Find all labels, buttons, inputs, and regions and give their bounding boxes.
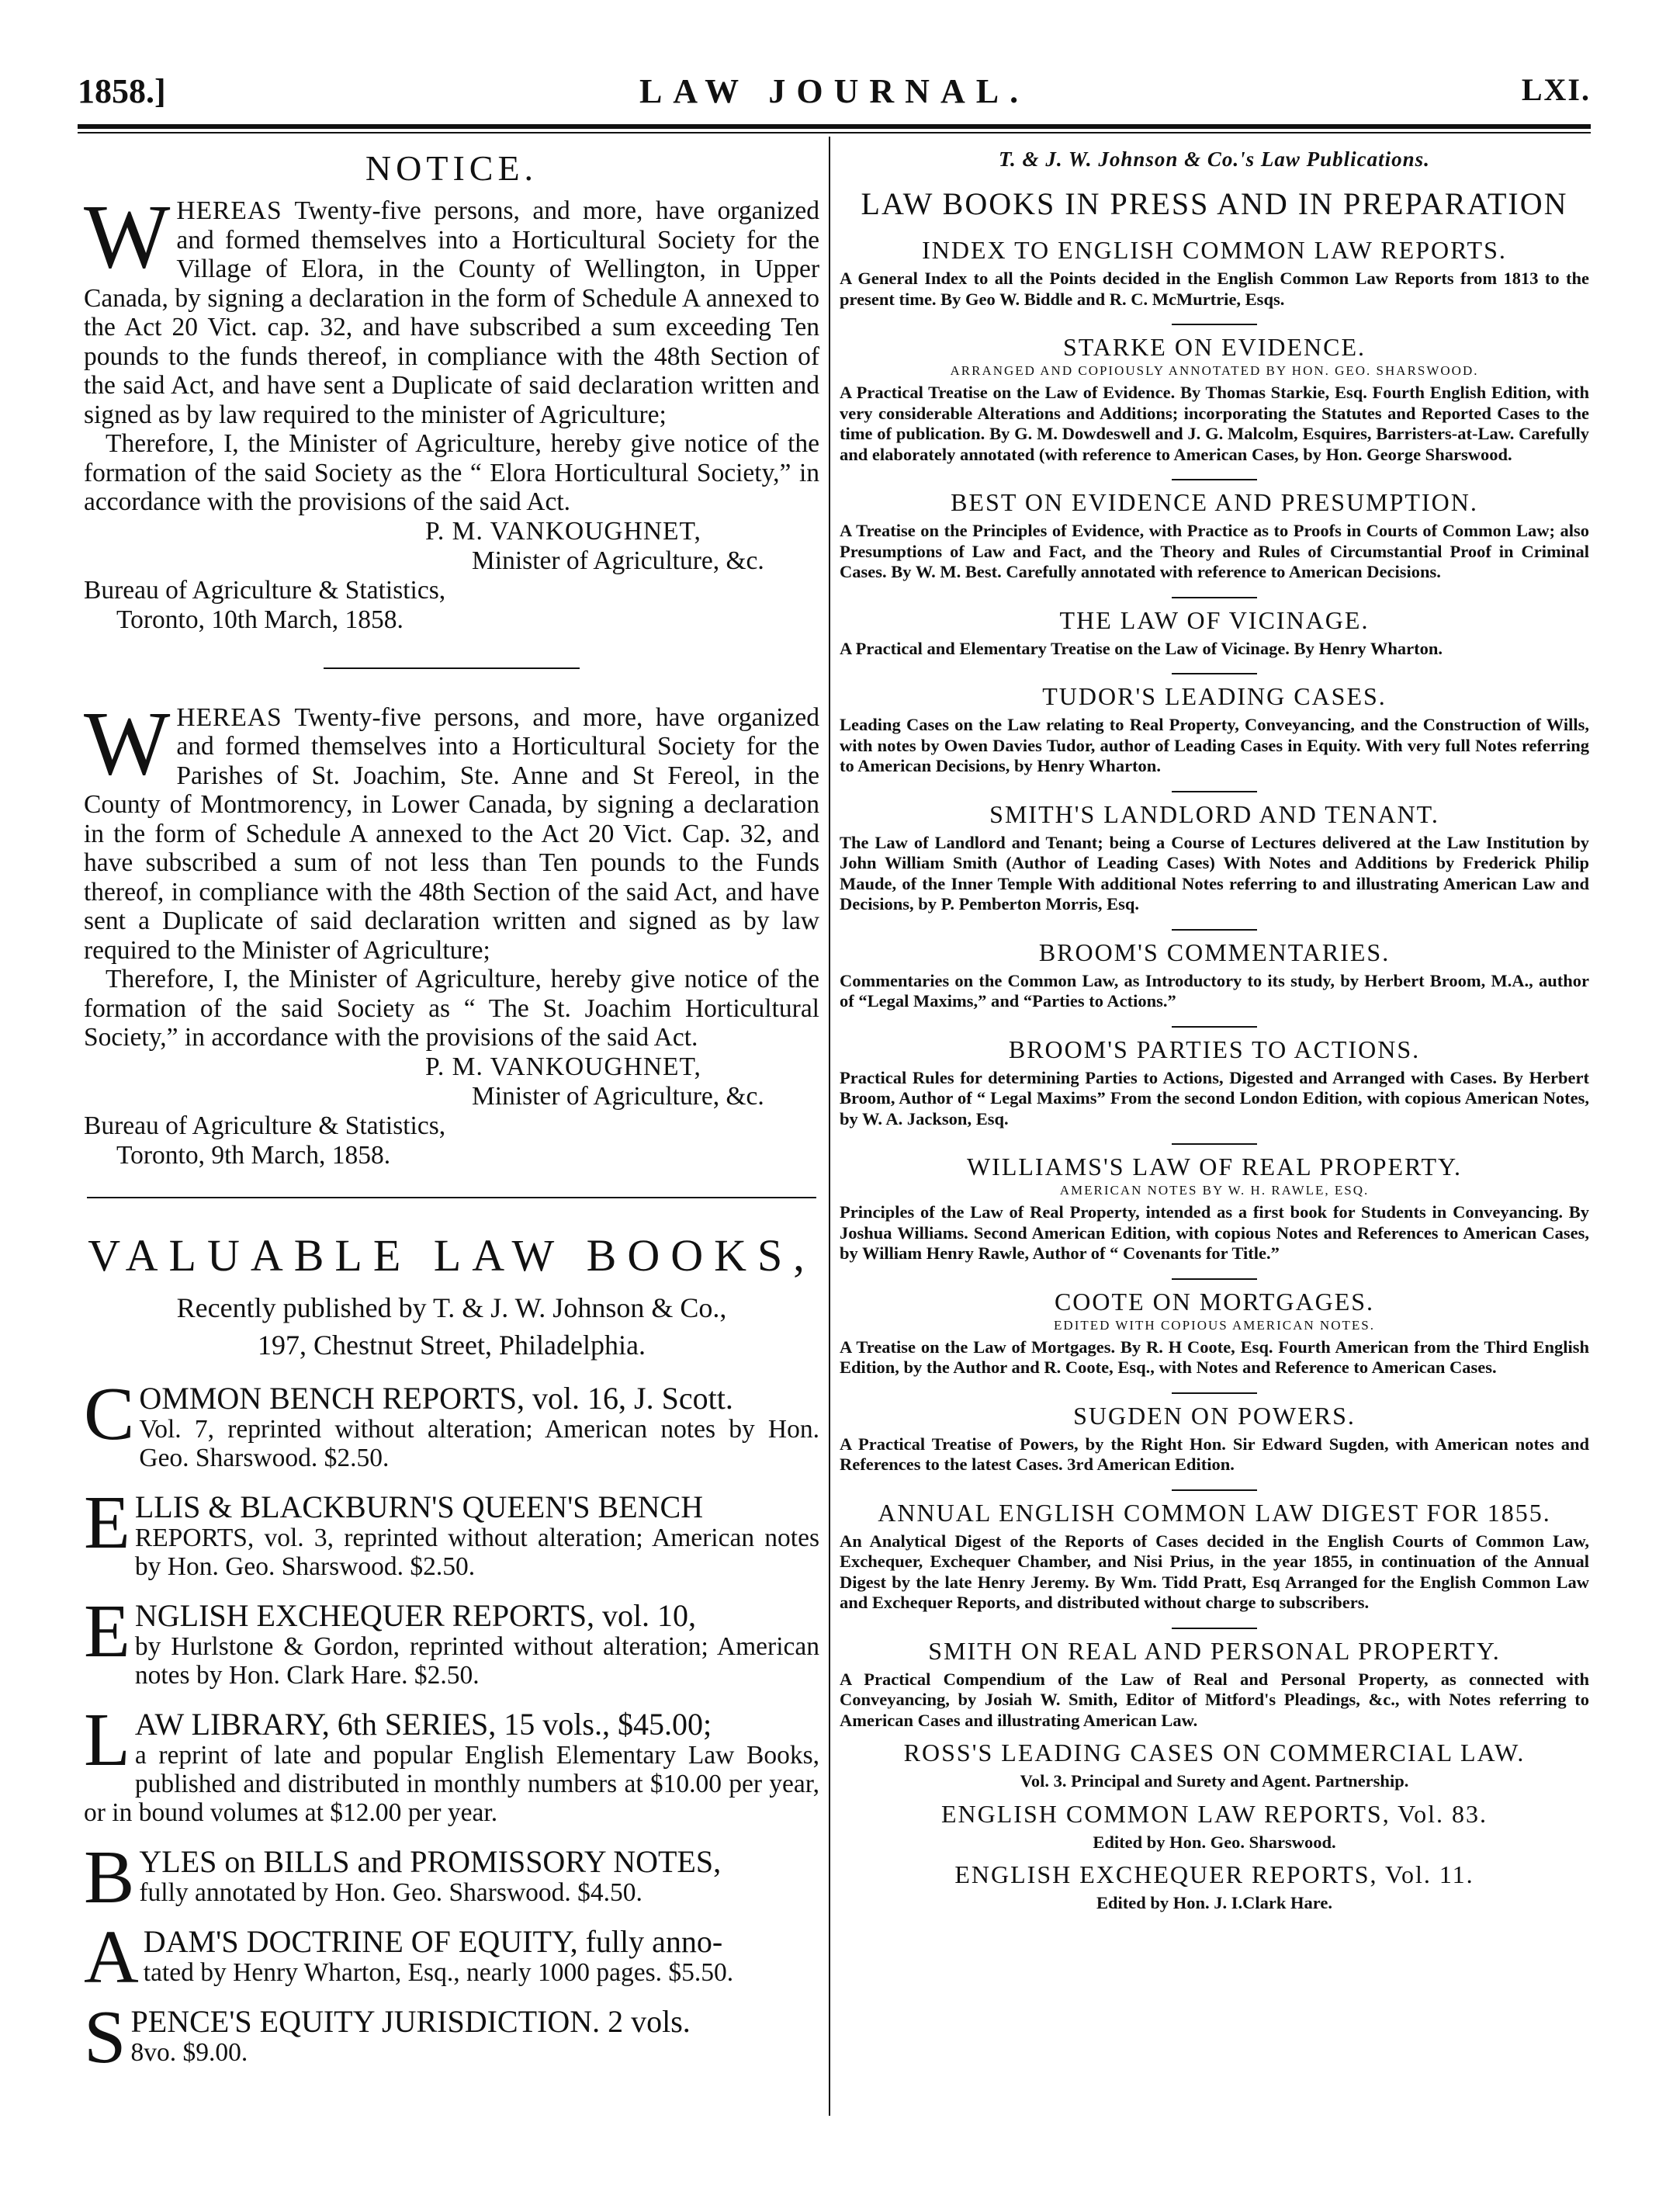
header-rule-thick [78, 124, 1591, 129]
book-entry [840, 605, 1589, 675]
entry-title: SMITH'S LANDLORD AND TENANT. [989, 799, 1439, 828]
entry-rule [1172, 1143, 1257, 1145]
book-title: OMMON BENCH REPORTS, vol. 16, J. Scott. [139, 1380, 733, 1416]
entry-description: A Practical Treatise on the Law of Evidence. By Thomas Starkie, Esq. Fourth English Edition, with very considerable Alterations and Additions; incorporating the Statutes and Reported Cases to the time of publication. By G. M. Dowdeswell and J. G. Malcolm, Esquires, Barristers-at-Law. Carefully and elaborately annotated (with reference to American Cases, by Hon. George Sharswood. [840, 383, 1589, 464]
entry-description: A General Index to all the Points decided in the English Common Law Reports from 1813 to the present time. By Geo W. Biddle and R. C. McMurtrie, Esqs. [840, 269, 1589, 309]
press-heading: LAW BOOKS IN PRESS AND IN PREPARATION [861, 186, 1568, 221]
book-entry [840, 1151, 1589, 1280]
notice-elora [84, 185, 819, 635]
entry-description: Practical Rules for determining Parties to Actions, Digested and Arranged with Cases. By Herbert Broom, Author of “ Legal Maxims” From the second London Edition, with copious American Notes, by W. A. Jackson, Esq. [840, 1067, 1589, 1129]
entry-title: BROOM'S COMMENTARIES. [1038, 938, 1391, 966]
entry-title: BEST ON EVIDENCE AND PRESUMPTION. [951, 488, 1478, 516]
signer-title: Minister of Agriculture, &c. [472, 546, 764, 575]
entry-description: An Analytical Digest of the Reports of Cases decided in the English Courts of Common Law, Exchequer, Exchequer Chamber, and Nisi Prius, in the year 1855, in continuation of the Annual Digest by the late Henry Jeremy. By Wm. Tidd Pratt, Esq Arranged for the English Common Law and Exchequer Reports, and distributed without charge to subscribers. [840, 1531, 1589, 1612]
entry-description: A Practical and Elementary Treatise on the Law of Vicinage. By Henry Wharton. [840, 638, 1443, 658]
book-entry [840, 1798, 1589, 1853]
entry-description: A Treatise on the Principles of Evidence, with Practice as to Proofs in Courts of Common Law; also Presumptions of Law and Fact, and the Theory and Rules of Circumstantial Proof in Criminal Cases. By W. M. Best. Carefully annotated with reference to American Decisions. [840, 521, 1589, 581]
book-listing [84, 1915, 819, 1999]
place-date: Toronto, 9th March, 1858. [116, 1140, 391, 1170]
bureau-line: Bureau of Agriculture & Statistics, [84, 1111, 446, 1140]
entry-title: BROOM'S PARTIES TO ACTIONS. [1008, 1035, 1421, 1063]
book-description: REPORTS, vol. 3, reprinted without alteration; American notes by Hon. Geo. Sharswood. $2.50. [134, 1523, 819, 1581]
entry-description: A Practical Treatise of Powers, by the Right Hon. Sir Edward Sugden, with American notes and References to the latest Cases. 3rd American Edition. [840, 1434, 1589, 1474]
book-listing [84, 1371, 819, 1472]
publisher-heading: T. & J. W. Johnson & Co.'s Law Publications. [999, 147, 1430, 171]
entry-description: Edited by Hon. J. I.Clark Hare. [1096, 1893, 1332, 1912]
signer-name: P. M. VANKOUGHNET, [425, 1052, 701, 1081]
drop-cap: E [84, 1480, 130, 1565]
entry-subtitle: ARRANGED AND COPIOUSLY ANNOTATED BY HON. GEO. SHARSWOOD. [950, 363, 1479, 378]
drop-cap: E [84, 1589, 130, 1673]
book-entry [840, 1737, 1589, 1792]
right-column [840, 140, 1589, 1914]
entry-rule [1172, 1392, 1257, 1394]
entry-description: Leading Cases on the Law relating to Real Property, Conveyancing, and the Construction of Wills, with notes by Owen Davies Tudor, author of Leading Cases in Equity. With very full Notes referring to American Decisions, by Henry Wharton. [840, 715, 1589, 775]
book-description: Vol. 7, reprinted without alteration; American notes by Hon. Geo. Sharswood. $2.50. [139, 1414, 819, 1472]
book-title: PENCE'S EQUITY JURISDICTION. 2 vols. [130, 2003, 691, 2039]
entry-title: SMITH ON REAL AND PERSONAL PROPERTY. [928, 1636, 1501, 1665]
book-title: YLES on BILLS and PROMISSORY NOTES, [139, 1843, 722, 1879]
entry-title: ENGLISH COMMON LAW REPORTS, Vol. 83. [940, 1799, 1488, 1828]
notice-st-joachim [84, 692, 819, 1170]
entry-description: Commentaries on the Common Law, as Introductory to its study, by Herbert Broom, M.A., author of “Legal Maxims,” and “Parties to Actions.” [840, 970, 1589, 1011]
entry-description: Vol. 3. Principal and Surety and Agent. Partnership. [1020, 1771, 1409, 1791]
entry-title: STARKE ON EVIDENCE. [1062, 333, 1366, 361]
drop-cap: W [84, 692, 171, 794]
book-description: 8vo. $9.00. [130, 2037, 248, 2067]
book-entry [840, 1400, 1589, 1491]
entry-title: ANNUAL ENGLISH COMMON LAW DIGEST FOR 1855. [878, 1498, 1551, 1527]
section-rule [324, 667, 580, 669]
publisher-address: 197, Chestnut Street, Philadelphia. [258, 1329, 646, 1361]
entry-title: SUGDEN ON POWERS. [1073, 1401, 1356, 1430]
bureau-line: Bureau of Agriculture & Statistics, [84, 575, 446, 605]
book-description: by Hurlstone & Gordon, reprinted without alteration; American notes by Hon. Clark Hare. $2.50. [134, 1631, 819, 1690]
book-listing [84, 1589, 819, 1690]
entry-title: WILLIAMS'S LAW OF REAL PROPERTY. [966, 1153, 1463, 1181]
entry-title: THE LAW OF VICINAGE. [1059, 605, 1370, 634]
notice-therefore: Therefore, I, the Minister of Agriculture, hereby give notice of the formation of the said Society as the “ Elora Horticultural Society,” in accordance with the provisions of the said Act. [84, 429, 819, 516]
book-entry [840, 1034, 1589, 1146]
entry-rule [1172, 597, 1257, 598]
drop-cap: A [84, 1915, 139, 1999]
running-head [78, 71, 1591, 118]
journal-title: LAW JOURNAL. [639, 72, 1030, 110]
book-entry [840, 937, 1589, 1028]
entry-title: INDEX TO ENGLISH COMMON LAW REPORTS. [922, 236, 1507, 264]
book-listing [84, 1995, 819, 2079]
book-title: AW LIBRARY, 6th SERIES, 15 vols., $45.00; [134, 1706, 712, 1742]
drop-cap: B [84, 1835, 135, 1919]
entry-description: Edited by Hon. Geo. Sharswood. [1093, 1832, 1336, 1852]
valuable-books-heading: VALUABLE LAW BOOKS, [88, 1229, 816, 1281]
notice-body: WHEREAS Twenty-five persons, and more, have organized and formed themselves into a Horticultural Society for the Parishes of St. Joachim, Ste. Anne and St Fereol, in the County of Montmorency, in Lower Canada, by signing a declaration in the form of Schedule A annexed to the Act 20 Vict. Cap. 32, and have subscribed a sum of not less than Ten pounds to the Funds thereof, in compliance with the 48th Section of the said Act, and have sent a Duplicate of said declaration written and signed as by law required to the Minister of Agriculture; [84, 692, 819, 965]
book-list [84, 1371, 819, 2079]
notice-therefore: Therefore, I, the Minister of Agriculture, hereby give notice of the formation of the said Society as “ The St. Joachim Horticultural Society,” in accordance with the provisions of the said Act. [84, 965, 819, 1052]
entry-title: ROSS'S LEADING CASES ON COMMERCIAL LAW. [903, 1739, 1526, 1766]
book-entry [840, 799, 1589, 931]
entry-rule [1172, 324, 1257, 325]
entry-title: ENGLISH EXCHEQUER REPORTS, Vol. 11. [954, 1860, 1474, 1888]
drop-cap: C [84, 1371, 135, 1456]
entry-subtitle: EDITED WITH COPIOUS AMERICAN NOTES. [1054, 1317, 1375, 1333]
entry-description: Principles of the Law of Real Property, intended as a first book for Students in Conveyancing. By Joshua Williams. Second American Edition, with copious Notes and References to American Cases, by William Henry Rawle, Author of “ Covenants for Title.” [840, 1202, 1589, 1263]
entry-description: A Practical Compendium of the Law of Real and Personal Property, as connected with Conveyancing, by Josiah W. Smith, Editor of Mitford's Pleadings, &c., with Notes referring to American Cases and illustrating American Law. [840, 1669, 1589, 1730]
place-date: Toronto, 10th March, 1858. [116, 605, 404, 634]
signer-name: P. M. VANKOUGHNET, [425, 516, 701, 546]
entry-subtitle: AMERICAN NOTES BY W. H. RAWLE, ESQ. [1059, 1183, 1370, 1198]
entry-rule [1172, 1489, 1257, 1491]
column-divider [829, 137, 830, 2116]
book-description: fully annotated by Hon. Geo. Sharswood. $4.50. [139, 1877, 643, 1907]
entry-title: TUDOR'S LEADING CASES. [1042, 682, 1387, 710]
book-entry [840, 1497, 1589, 1629]
book-entry [840, 1286, 1589, 1394]
book-description: tated by Henry Wharton, Esq., nearly 1000 pages. $5.50. [143, 1957, 734, 1987]
entry-description: The Law of Landlord and Tenant; being a Course of Lectures delivered at the Law Institution by John William Smith (Author of Leading Cases) With Notes and Additions by Frederick Philip Maude, of the Inner Temple With additional Notes referring to and illustrating American Law and Decisions, by P. Pemberton Morris, Esq. [840, 832, 1589, 914]
entry-rule [1172, 1278, 1257, 1280]
header-rule-thin [78, 132, 1591, 133]
drop-cap: S [84, 1995, 126, 2079]
book-title: DAM'S DOCTRINE OF EQUITY, fully anno- [143, 1923, 723, 1959]
drop-cap: W [84, 185, 171, 287]
book-listing [84, 1697, 819, 1827]
book-entry [840, 681, 1589, 792]
book-entry [840, 1859, 1589, 1914]
entry-rule [1172, 1628, 1257, 1629]
book-entry [840, 331, 1589, 480]
signer-title: Minister of Agriculture, &c. [472, 1081, 764, 1111]
book-entry [840, 487, 1589, 598]
entry-list [840, 234, 1589, 1914]
entry-rule [1172, 673, 1257, 674]
entry-rule [1172, 479, 1257, 480]
book-entry [840, 1635, 1589, 1732]
drop-cap: L [84, 1697, 130, 1782]
entry-rule [1172, 929, 1257, 931]
book-entry [840, 234, 1589, 325]
entry-rule [1172, 1026, 1257, 1028]
notice-body: WHEREAS Twenty-five persons, and more, have organized and formed themselves into a Horticultural Society for the Village of Elora, in the County of Wellington, in Upper Canada, by signing a declaration in the form of Schedule A annexed to the Act 20 Vict. cap. 32, and have subscribed a sum exceeding Ten pounds to the funds thereof, in compliance with the 48th Section of the said Act, and have sent a Duplicate of said declaration written and signed as by law required to the minister of Agriculture; [84, 185, 819, 429]
page-number: LXI. [1521, 72, 1591, 107]
section-rule [87, 1197, 816, 1198]
book-listing [84, 1480, 819, 1581]
book-title: NGLISH EXCHEQUER REPORTS, vol. 10, [134, 1597, 697, 1633]
notice-heading: NOTICE. [365, 148, 539, 188]
entry-description: A Treatise on the Law of Mortgages. By R. H Coote, Esq. Fourth American from the Third English Edition, by the Author and R. Coote, Esq., with Notes and Reference to American Cases. [840, 1337, 1589, 1377]
entry-rule [1172, 791, 1257, 792]
year-label: 1858.] [78, 72, 166, 110]
book-title: LLIS & BLACKBURN'S QUEEN'S BENCH [134, 1489, 704, 1524]
book-description: a reprint of late and popular English Elementary Law Books, published and distributed in monthly numbers at $10.00 per year, or in bound volumes at $12.00 per year. [84, 1740, 819, 1827]
left-column [84, 140, 819, 2079]
entry-title: COOTE ON MORTGAGES. [1054, 1287, 1375, 1316]
book-listing [84, 1835, 819, 1919]
publisher-line: Recently published by T. & J. W. Johnson & Co., [176, 1291, 727, 1323]
